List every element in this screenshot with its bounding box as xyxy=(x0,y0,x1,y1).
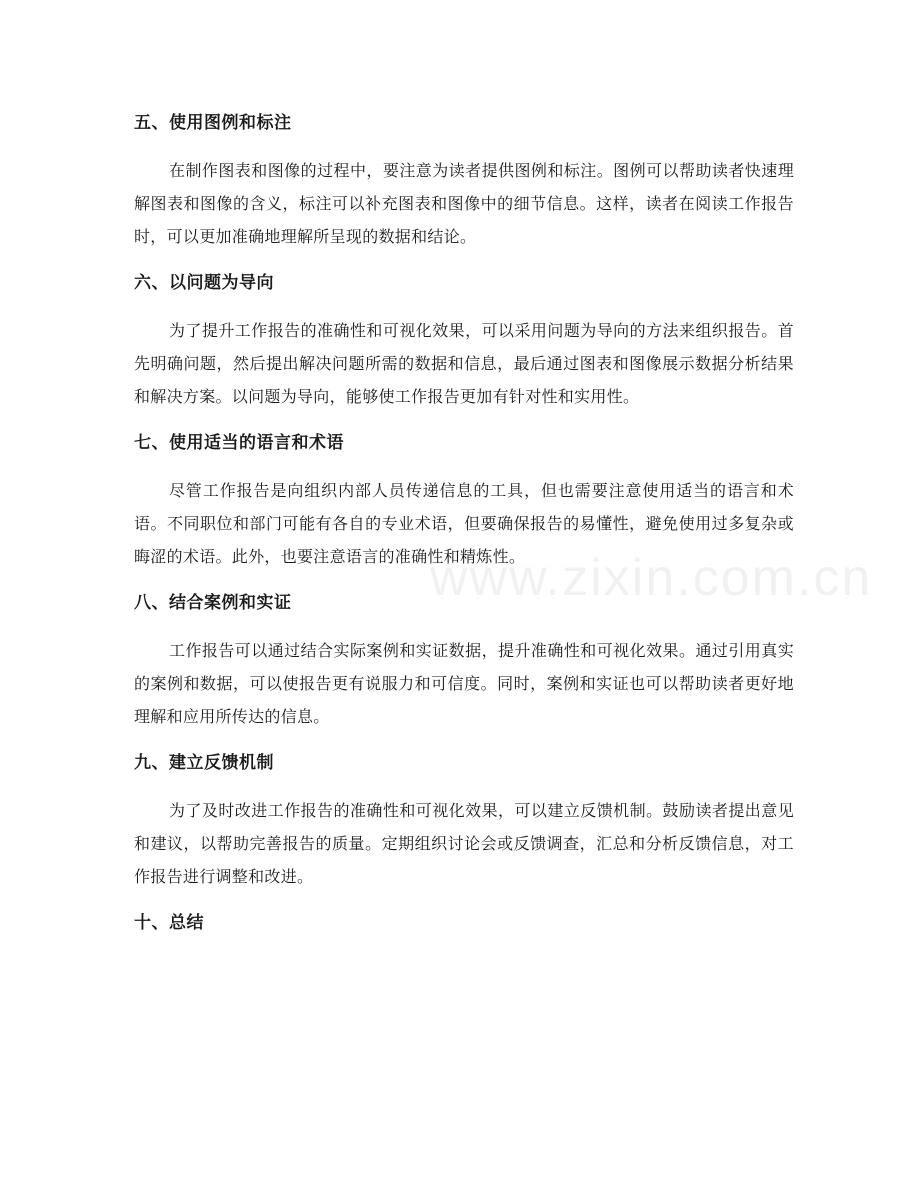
section-heading: 五、使用图例和标注 xyxy=(134,113,292,133)
section-heading: 八、结合案例和实证 xyxy=(134,593,292,613)
section-heading: 十、总结 xyxy=(134,913,204,933)
document-body xyxy=(134,104,794,954)
section-heading: 七、使用适当的语言和术语 xyxy=(134,433,344,453)
section-paragraph: 为了提升工作报告的准确性和可视化效果，可以采用问题为导向的方法来组织报告。首先明确问题，然后提出解决问题所需的数据和信息，最后通过图表和图像展示数据分析结果和解决方案。以问题为导向，能够使工作报告更加有针对性和实用性。 xyxy=(134,321,794,406)
section-7 xyxy=(134,424,794,573)
section-heading: 六、以问题为导向 xyxy=(134,273,274,293)
section-paragraph: 在制作图表和图像的过程中，要注意为读者提供图例和标注。图例可以帮助读者快速理解图表和图像的含义，标注可以补充图表和图像中的细节信息。这样，读者在阅读工作报告时，可以更加准确地理解所呈现的数据和结论。 xyxy=(134,161,794,246)
section-10 xyxy=(134,904,794,942)
section-paragraph: 为了及时改进工作报告的准确性和可视化效果，可以建立反馈机制。鼓励读者提出意见和建议，以帮助完善报告的质量。定期组织讨论会或反馈调查，汇总和分析反馈信息，对工作报告进行调整和改进。 xyxy=(134,801,794,886)
watermark: www.zixin.com.cn xyxy=(430,549,873,607)
section-heading: 九、建立反馈机制 xyxy=(134,753,274,773)
section-8 xyxy=(134,584,794,733)
section-5 xyxy=(134,104,794,253)
section-6 xyxy=(134,264,794,413)
section-paragraph: 尽管工作报告是向组织内部人员传递信息的工具，但也需要注意使用适当的语言和术语。不同职位和部门可能有各自的专业术语，但要确保报告的易懂性，避免使用过多复杂或晦涩的术语。此外，也要注意语言的准确性和精炼性。 xyxy=(134,481,794,566)
section-9 xyxy=(134,744,794,893)
section-paragraph: 工作报告可以通过结合实际案例和实证数据，提升准确性和可视化效果。通过引用真实的案例和数据，可以使报告更有说服力和可信度。同时，案例和实证也可以帮助读者更好地理解和应用所传达的信息。 xyxy=(134,641,794,726)
